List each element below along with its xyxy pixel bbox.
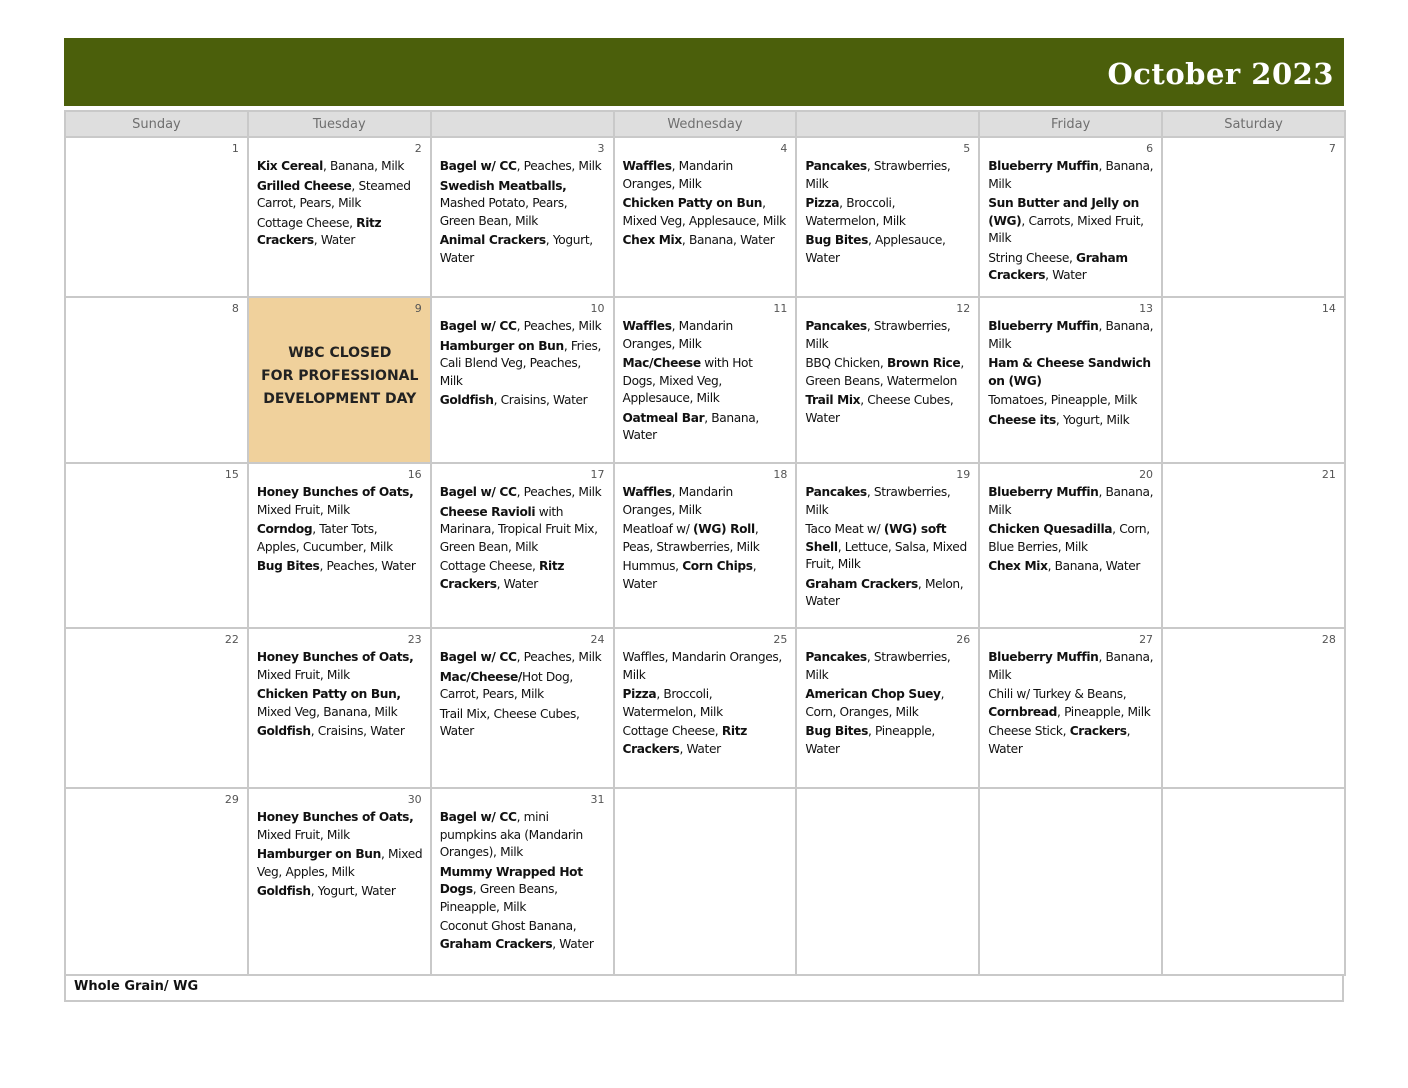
menu-item-bold: Blueberry Muffin — [988, 159, 1099, 173]
menu-entry — [257, 484, 423, 519]
menu-item-bold: Mac/Cheese — [622, 356, 701, 370]
menu-item-text: , Pineapple, Milk — [1057, 704, 1151, 719]
menu-item-text: , Mixed Veg, Apples, Milk — [256, 847, 423, 879]
menu-item-text: , Applesauce, Water — [805, 233, 946, 265]
day-cell — [614, 297, 797, 463]
day-number: 5 — [963, 142, 971, 155]
menu-item-bold: Bagel w/ CC — [439, 810, 517, 824]
menu-entry — [623, 558, 789, 593]
menu-item-bold: Bug Bites — [256, 559, 320, 573]
day-number: 8 — [231, 302, 239, 315]
menu-item-text: , Peaches, Milk — [516, 485, 602, 499]
day-cell — [796, 137, 979, 297]
menu-item-bold: Bagel w/ CC — [439, 159, 517, 173]
menu-item-text: Mixed Fruit, Milk — [256, 667, 350, 682]
day-cell — [1162, 297, 1345, 463]
menu-item-bold: Trail Mix — [805, 393, 861, 407]
menu-entry — [805, 355, 971, 390]
menu-item-text: , Green Beans, Watermelon — [805, 356, 964, 388]
day-number: 10 — [590, 302, 605, 315]
day-number: 17 — [590, 468, 605, 481]
menu-item-text: , mini pumpkins aka (Mandarin Oranges), Milk — [439, 810, 583, 859]
menu-item-bold: Bagel w/ CC — [439, 485, 517, 499]
day-number: 27 — [1139, 633, 1154, 646]
menu-item-text: , Steamed Carrot, Pears, Milk — [256, 178, 411, 210]
menu-item-text: , Yogurt, Water — [439, 233, 593, 265]
menu-item-bold: Ritz Crackers — [439, 559, 565, 591]
menu-item-bold: Pancakes — [805, 319, 867, 333]
menu-entry — [440, 392, 606, 410]
calendar-banner — [64, 38, 1344, 106]
menu-item-text: Chili w/ Turkey & Beans, — [988, 687, 1127, 701]
weekday-header: Wednesday — [614, 111, 797, 137]
menu-item-bold: Chex Mix — [622, 233, 682, 247]
menu-item-bold: Graham Crackers — [805, 576, 918, 591]
menu-entry — [988, 318, 1154, 353]
menu-entry — [440, 338, 606, 391]
menu-entry — [440, 178, 606, 231]
menu-item-text: , Strawberries, Milk — [805, 650, 951, 682]
weekday-header: Friday — [979, 111, 1162, 137]
menu-entry — [623, 318, 789, 353]
menu-item-bold: Bagel w/ CC — [439, 319, 517, 333]
menu-entry — [257, 686, 423, 721]
menu-item-bold: Waffles — [622, 319, 672, 333]
menu-item-bold: Cheese its — [988, 412, 1056, 427]
day-cell — [796, 788, 979, 975]
menu-item-bold: Hamburger on Bun — [256, 847, 381, 861]
weekday-header — [796, 111, 979, 137]
day-number: 15 — [224, 468, 239, 481]
day-number: 29 — [224, 793, 239, 806]
menu-entry — [805, 392, 971, 427]
menu-item-bold: Crackers — [1069, 724, 1127, 738]
menu-entry — [805, 723, 971, 758]
day-number: 2 — [414, 142, 422, 155]
menu-entry — [623, 410, 789, 445]
menu-item-text: , Lettuce, Salsa, Mixed Fruit, Milk — [805, 539, 967, 571]
day-cell — [979, 628, 1162, 788]
menu-entry — [623, 686, 789, 721]
menu-item-bold: Waffles — [622, 159, 672, 173]
week-row — [65, 137, 1345, 297]
menu-item-text: , Melon, Water — [805, 576, 964, 608]
day-cell — [979, 297, 1162, 463]
day-number: 30 — [407, 793, 422, 806]
menu-entry — [440, 504, 606, 557]
menu-entry — [440, 669, 606, 704]
calendar — [64, 38, 1344, 1002]
menu-item-text: , Banana, Water — [622, 410, 759, 442]
week-row — [65, 463, 1345, 628]
menu-item-text: , Yogurt, Milk — [1055, 412, 1130, 427]
menu-entry — [257, 215, 423, 250]
menu-item-bold: Kix Cereal — [256, 159, 323, 173]
menu-entry — [623, 195, 789, 230]
menu-item-text: Tomatoes, Pineapple, Milk — [988, 393, 1138, 407]
menu-entry — [440, 918, 606, 953]
menu-entry — [623, 355, 789, 408]
day-number: 6 — [1146, 142, 1154, 155]
day-number: 25 — [773, 633, 788, 646]
menu-item-text: , Banana, Water — [1047, 559, 1141, 573]
menu-item-bold: Ham & Cheese Sandwich on (WG) — [988, 356, 1151, 388]
menu-item-text: , Broccoli, Watermelon, Milk — [805, 196, 906, 228]
menu-entry — [988, 195, 1154, 248]
calendar-grid — [64, 110, 1346, 976]
menu-item-text: , Peaches, Milk — [516, 159, 602, 173]
closure-notice-line: FOR PROFESSIONAL — [261, 368, 419, 384]
menu-item-bold: Blueberry Muffin — [988, 319, 1099, 333]
menu-item-bold: Honey Bunches of Oats, — [256, 810, 414, 824]
menu-item-bold: Animal Crackers — [439, 233, 546, 247]
footer-note: Whole Grain/ WG — [64, 976, 1344, 1002]
menu-item-bold: Oatmeal Bar — [622, 410, 705, 425]
menu-item-bold: Goldfish — [256, 724, 311, 738]
day-number: 14 — [1321, 302, 1336, 315]
menu-item-text: , Water — [679, 741, 721, 756]
day-cell — [614, 788, 797, 975]
menu-item-text: Mixed Fruit, Milk — [256, 827, 350, 842]
menu-item-bold: Mummy Wrapped Hot Dogs — [439, 864, 583, 896]
menu-entry — [257, 521, 423, 556]
menu-item-text: , Water — [988, 724, 1131, 756]
menu-item-bold: Swedish Meatballs, — [439, 178, 567, 193]
menu-entry — [440, 649, 606, 667]
menu-item-bold: Pancakes — [805, 650, 867, 664]
day-cell — [1162, 463, 1345, 628]
menu-item-text: , Banana, Milk — [988, 319, 1154, 351]
day-cell — [65, 137, 248, 297]
menu-item-bold: Grilled Cheese — [256, 178, 352, 193]
menu-item-bold: Bagel w/ CC — [439, 650, 517, 664]
menu-entry — [988, 484, 1154, 519]
day-number: 7 — [1328, 142, 1336, 155]
menu-item-text: , Fries, Cali Blend Veg, Peaches, Milk — [439, 338, 602, 388]
day-number — [623, 793, 789, 807]
menu-item-text: Mixed Fruit, Milk — [256, 502, 350, 517]
day-number: 1 — [231, 142, 239, 155]
menu-item-bold: (WG) soft Shell — [805, 522, 947, 554]
menu-item-text: , Strawberries, Milk — [805, 159, 951, 191]
menu-item-text: Mashed Potato, Pears, Green Bean, Milk — [439, 196, 568, 228]
day-number: 22 — [224, 633, 239, 646]
day-cell — [431, 463, 614, 628]
menu-entry — [988, 158, 1154, 193]
menu-item-text: , Banana, Milk — [988, 159, 1154, 191]
day-number: 13 — [1139, 302, 1154, 315]
menu-item-bold: Bug Bites — [805, 724, 868, 738]
menu-item-text: , Banana, Milk — [988, 650, 1154, 682]
month-title: October 2023 — [1107, 57, 1334, 91]
menu-item-text: , Mandarin Oranges, Milk — [622, 485, 733, 517]
menu-item-text: , Craisins, Water — [310, 724, 405, 738]
menu-item-bold: Ritz Crackers — [256, 215, 382, 247]
menu-item-text: , Banana, Water — [681, 233, 775, 247]
day-cell — [979, 137, 1162, 297]
menu-item-bold: Pancakes — [805, 159, 867, 173]
menu-item-bold: Corndog — [256, 522, 313, 536]
menu-item-text: , Corn, Blue Berries, Milk — [988, 522, 1150, 554]
menu-item-text: Cheese Stick, — [988, 724, 1070, 738]
menu-entry — [805, 318, 971, 353]
menu-entry — [623, 484, 789, 519]
menu-entry — [440, 809, 606, 862]
closure-notice-line: WBC CLOSED — [288, 345, 392, 361]
day-cell — [796, 463, 979, 628]
menu-item-bold: Pancakes — [805, 485, 867, 499]
menu-item-text: , Pineapple, Water — [805, 724, 935, 756]
menu-item-text: , Peaches, Water — [319, 559, 416, 573]
menu-entry — [257, 158, 423, 176]
menu-item-bold: American Chop Suey — [805, 687, 941, 701]
closure-notice — [257, 342, 423, 411]
menu-entry — [805, 686, 971, 721]
day-cell — [248, 628, 431, 788]
menu-item-text: with Hot Dogs, Mixed Veg, Applesauce, Milk — [622, 356, 753, 405]
menu-item-text: , Strawberries, Milk — [805, 485, 951, 517]
day-cell — [796, 297, 979, 463]
day-cell — [614, 463, 797, 628]
week-row — [65, 628, 1345, 788]
weekday-header: Saturday — [1162, 111, 1345, 137]
menu-entry — [440, 558, 606, 593]
day-cell — [248, 297, 431, 463]
menu-entry — [440, 484, 606, 502]
menu-entry — [440, 864, 606, 917]
menu-item-bold: Waffles — [622, 485, 672, 499]
day-number: 11 — [773, 302, 788, 315]
menu-item-text: , Broccoli, Watermelon, Milk — [622, 687, 723, 719]
day-number: 4 — [780, 142, 788, 155]
weekday-header-row — [65, 111, 1345, 137]
day-number: 26 — [956, 633, 971, 646]
menu-entry — [988, 686, 1154, 721]
menu-item-bold: Pizza — [622, 687, 657, 701]
menu-item-bold: (WG) Roll — [693, 522, 755, 536]
menu-item-text: Hot Dog, Carrot, Pears, Milk — [439, 669, 573, 701]
menu-entry — [257, 649, 423, 684]
menu-item-text: BBQ Chicken, — [805, 356, 887, 370]
menu-item-bold: Corn Chips — [682, 559, 753, 573]
day-number: 20 — [1139, 468, 1154, 481]
menu-item-bold: Cornbread — [988, 704, 1058, 719]
menu-entry — [988, 521, 1154, 556]
day-number: 21 — [1321, 468, 1336, 481]
weekday-header: Tuesday — [248, 111, 431, 137]
menu-entry — [257, 178, 423, 213]
menu-item-bold: Honey Bunches of Oats, — [256, 485, 414, 499]
menu-item-bold: Goldfish — [439, 393, 494, 407]
menu-item-bold: Graham Crackers — [439, 936, 553, 951]
day-number: 3 — [597, 142, 605, 155]
menu-item-bold: Graham Crackers — [988, 250, 1128, 282]
menu-item-text: with Marinara, Tropical Fruit Mix, Green Bean, Milk — [439, 504, 598, 554]
day-cell — [65, 788, 248, 975]
weekday-header: Sunday — [65, 111, 248, 137]
day-number: 23 — [407, 633, 422, 646]
menu-entry — [805, 158, 971, 193]
weekday-header — [431, 111, 614, 137]
menu-item-text: , Craisins, Water — [493, 393, 588, 407]
day-cell — [431, 788, 614, 975]
menu-item-text: , Strawberries, Milk — [805, 319, 951, 351]
menu-item-bold: Mac/Cheese/ — [439, 669, 522, 684]
day-cell — [796, 628, 979, 788]
week-row — [65, 297, 1345, 463]
menu-item-text: , Corn, Oranges, Milk — [805, 687, 945, 719]
day-cell — [65, 297, 248, 463]
menu-item-text: , Water — [1045, 268, 1087, 282]
menu-entry — [805, 649, 971, 684]
menu-item-text: String Cheese, — [988, 250, 1077, 265]
menu-item-text: Mixed Veg, Banana, Milk — [256, 704, 398, 719]
menu-item-text: , Water — [496, 576, 538, 591]
menu-item-text: , Cheese Cubes, Water — [805, 393, 954, 425]
menu-item-text: , Water — [552, 936, 594, 951]
day-number: 18 — [773, 468, 788, 481]
menu-entry — [623, 521, 789, 556]
menu-item-text: , Peas, Strawberries, Milk — [622, 522, 760, 554]
menu-entry — [440, 318, 606, 336]
menu-item-text: Waffles, Mandarin Oranges, Milk — [622, 650, 782, 682]
menu-item-text: , Tater Tots, Apples, Cucumber, Milk — [256, 522, 393, 554]
menu-entry — [623, 723, 789, 758]
menu-item-text: Cottage Cheese, — [256, 215, 357, 230]
menu-entry — [988, 723, 1154, 758]
menu-item-text: Coconut Ghost Banana, — [439, 919, 577, 933]
day-number: 16 — [407, 468, 422, 481]
day-cell — [65, 463, 248, 628]
day-number: 24 — [590, 633, 605, 646]
menu-item-bold: Honey Bunches of Oats, — [256, 650, 414, 664]
menu-item-text: , Yogurt, Water — [310, 884, 396, 898]
day-cell — [979, 463, 1162, 628]
day-number: 9 — [414, 302, 422, 315]
menu-item-bold: Chicken Quesadilla — [988, 522, 1113, 536]
day-cell — [431, 137, 614, 297]
menu-item-text: Trail Mix, Cheese Cubes, Water — [439, 706, 580, 738]
day-cell — [979, 788, 1162, 975]
day-cell — [248, 463, 431, 628]
menu-entry — [805, 195, 971, 230]
menu-item-text: , Banana, Milk — [988, 485, 1154, 517]
menu-item-bold: Chicken Patty on Bun, — [256, 687, 401, 701]
day-number: 31 — [590, 793, 605, 806]
menu-item-text: Cottage Cheese, — [439, 559, 540, 573]
menu-item-bold: Blueberry Muffin — [988, 650, 1099, 664]
week-row — [65, 788, 1345, 975]
menu-item-text: Hummus, — [622, 559, 683, 573]
menu-entry — [257, 723, 423, 741]
menu-item-bold: Goldfish — [256, 884, 311, 898]
menu-item-text: Taco Meat w/ — [805, 522, 884, 536]
menu-entry — [440, 706, 606, 741]
closure-notice-line: DEVELOPMENT DAY — [263, 391, 417, 407]
menu-entry — [805, 484, 971, 519]
menu-item-bold: Hamburger on Bun — [439, 338, 564, 353]
menu-entry — [623, 232, 789, 250]
menu-entry — [623, 649, 789, 684]
day-cell — [431, 628, 614, 788]
menu-entry — [257, 558, 423, 576]
day-number — [805, 793, 971, 807]
menu-entry — [988, 392, 1154, 410]
day-number — [1171, 793, 1337, 807]
menu-entry — [988, 558, 1154, 576]
menu-entry — [623, 158, 789, 193]
menu-item-text: , Mixed Veg, Applesauce, Milk — [622, 196, 786, 228]
menu-entry — [257, 846, 423, 881]
menu-entry — [805, 232, 971, 267]
menu-item-bold: Cheese Ravioli — [439, 504, 536, 519]
menu-entry — [988, 355, 1154, 390]
day-cell — [65, 628, 248, 788]
menu-item-text: , Water — [313, 233, 356, 247]
day-cell — [248, 137, 431, 297]
menu-item-bold: Pizza — [805, 196, 840, 210]
day-cell — [614, 628, 797, 788]
menu-entry — [805, 576, 971, 611]
menu-item-text: , Carrots, Mixed Fruit, Milk — [988, 213, 1144, 245]
menu-entry — [988, 649, 1154, 684]
day-cell — [614, 137, 797, 297]
menu-item-bold: Brown Rice — [886, 356, 961, 370]
menu-item-bold: Ritz Crackers — [622, 724, 747, 756]
menu-entry — [440, 158, 606, 176]
menu-item-text: Meatloaf w/ — [622, 522, 694, 536]
menu-entry — [257, 809, 423, 844]
menu-item-bold: Chicken Patty on Bun — [622, 196, 763, 210]
menu-item-text: , Banana, Milk — [322, 159, 405, 173]
day-cell — [1162, 788, 1345, 975]
menu-item-text: , Mandarin Oranges, Milk — [622, 159, 733, 191]
menu-item-bold: Sun Butter and Jelly on (WG) — [988, 196, 1139, 228]
day-cell — [1162, 137, 1345, 297]
menu-item-text: Cottage Cheese, — [622, 724, 722, 738]
menu-entry — [440, 232, 606, 267]
day-cell — [248, 788, 431, 975]
menu-item-bold: Blueberry Muffin — [988, 485, 1099, 499]
day-number: 12 — [956, 302, 971, 315]
menu-item-text: , Green Beans, Pineapple, Milk — [439, 882, 558, 914]
menu-item-text: , Peaches, Milk — [516, 319, 602, 333]
day-number — [988, 793, 1154, 807]
menu-item-text: , Peaches, Milk — [516, 650, 602, 664]
day-number: 28 — [1321, 633, 1336, 646]
day-cell — [1162, 628, 1345, 788]
menu-item-text: , Mandarin Oranges, Milk — [622, 319, 733, 351]
menu-entry — [257, 883, 423, 901]
menu-entry — [805, 521, 971, 574]
day-number: 19 — [956, 468, 971, 481]
menu-entry — [988, 412, 1154, 430]
menu-item-bold: Bug Bites — [805, 233, 868, 247]
menu-item-text: , Water — [622, 559, 757, 591]
menu-entry — [988, 250, 1154, 285]
day-cell — [431, 297, 614, 463]
menu-item-bold: Chex Mix — [988, 559, 1048, 573]
